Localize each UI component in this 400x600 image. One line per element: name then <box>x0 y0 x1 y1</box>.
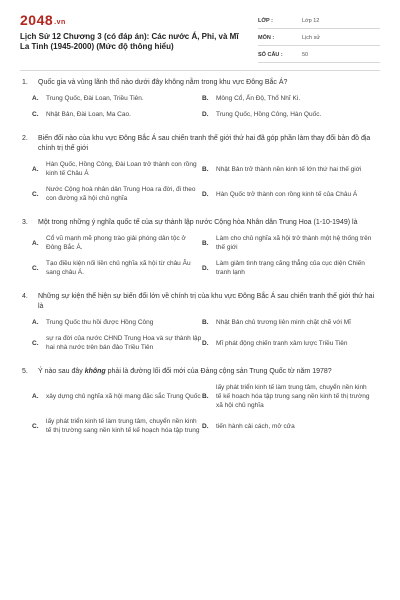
question-1 <box>20 78 380 126</box>
option-text: Trung Quốc, Đài Loan, Triều Tiên. <box>46 95 144 102</box>
question-number: 1. <box>22 79 28 86</box>
option-letter: C. <box>32 422 39 430</box>
option-letter: A. <box>32 239 39 247</box>
option-text: Làm cho chủ nghĩa xã hội trở thành một hệ thống trên thế giới <box>216 235 372 251</box>
meta-value: Lịch sử <box>302 35 321 41</box>
option-text: Hàn Quốc, Hồng Công, Đài Loan trở thành con rồng kinh tế Châu Á <box>46 161 197 177</box>
option-text: Mĩ phát động chiến tranh xâm lược Triều Tiên <box>216 339 348 347</box>
meta-value: Lớp 12 <box>302 18 320 24</box>
question-body: Quốc gia và vùng lãnh thổ nào dưới đây không nằm trong khu vực Đông Bắc Á? <box>38 79 288 86</box>
meta-label: SỐ CÂU : <box>258 52 283 58</box>
option-letter: D. <box>202 111 209 118</box>
meta-row-question-count <box>258 48 380 63</box>
answer-options <box>20 160 380 210</box>
option-text: Nhật Bản, Đài Loan, Ma Cao. <box>46 111 131 118</box>
question-4 <box>20 292 380 359</box>
question-body: Một trong những ý nghĩa quốc tế của sự thành lập nước Cộng hòa Nhân dân Trung Hoa (1-10-1949) là <box>38 219 358 226</box>
option-text: xây dựng chủ nghĩa xã hội mang đặc sắc Trung Quốc <box>46 393 201 400</box>
question-5 <box>20 367 380 442</box>
option-text: Hàn Quốc trở thành con rồng kinh tế của Châu Á <box>216 190 358 198</box>
question-number: 5. <box>22 368 28 375</box>
answer-option-a[interactable] <box>32 160 202 178</box>
question-text-before: Ý nào sau đây <box>38 368 85 375</box>
question-text <box>20 367 380 377</box>
logo-suffix: .vn <box>54 19 66 26</box>
question-body: Những sự kiện thể hiện sự biến đổi lớn về chính trị của khu vực Đông Bắc Á sau chiến tranh thế giới thứ hai là <box>38 293 375 310</box>
option-letter: B. <box>202 393 209 400</box>
option-text: Nước Cộng hoà nhân dân Trung Hoa ra đời, đi theo con đường xã hội chủ nghĩa <box>46 186 196 202</box>
question-number: 2. <box>22 135 28 142</box>
question-text <box>20 218 380 228</box>
question-text <box>20 292 380 312</box>
option-text: Nhật Bản trở thành nền kinh tế lớn thứ hai thế giới <box>216 165 362 173</box>
answer-option-b[interactable] <box>202 94 372 103</box>
document-title: Lịch Sử 12 Chương 3 (có đáp án): Các nước Á, Phi, và Mĩ La Tinh (1945-2000) (Mức độ thông hiểu) <box>20 32 239 51</box>
option-text: Trung Quốc, Hồng Công, Hàn Quốc. <box>216 111 322 118</box>
option-letter: A. <box>32 319 39 326</box>
answer-option-c[interactable] <box>32 110 202 119</box>
answer-option-c[interactable] <box>32 417 202 435</box>
question-body <box>38 367 380 377</box>
option-letter: B. <box>202 95 209 102</box>
meta-value: 50 <box>302 52 309 58</box>
question-2 <box>20 134 380 210</box>
option-text: Nhật Bản chủ trương liên minh chặt chẽ với Mĩ <box>216 319 351 326</box>
option-text: lấy phát triển kinh tế làm trung tâm, chuyển nền kinh tế kế hoạch hóa tập trung sang nền kinh tế thị trường xã hội chủ nghĩa <box>216 384 370 409</box>
question-text <box>20 134 380 154</box>
answer-option-a[interactable] <box>32 234 202 252</box>
option-text: Mông Cổ, Ấn Độ, Thổ Nhĩ Kì. <box>216 95 301 102</box>
question-emphasis: không <box>84 368 106 375</box>
document-header <box>20 12 380 66</box>
option-text: sự ra đời của nước CHND Trung Hoa và sự thành lập hai nhà nước trên bán đảo Triều Tiên <box>46 335 202 351</box>
answer-option-a[interactable] <box>32 318 202 327</box>
answer-option-a[interactable] <box>32 94 202 103</box>
meta-row-subject <box>258 31 380 46</box>
document-meta <box>258 14 380 65</box>
answer-option-d[interactable] <box>202 185 372 203</box>
answer-option-b[interactable] <box>202 234 372 252</box>
header-divider <box>20 70 380 71</box>
option-letter: C. <box>32 264 39 272</box>
option-letter: D. <box>202 264 209 272</box>
option-letter: B. <box>202 165 209 173</box>
answer-option-b[interactable] <box>202 383 372 410</box>
answer-option-a[interactable] <box>32 383 202 410</box>
question-body: Biến đổi nào của khu vực Đông Bắc Á sau chiến tranh thế giới thứ hai đã góp phần làm thay đổi bản đồ địa chính trị thế giới <box>38 135 371 152</box>
answer-option-d[interactable] <box>202 110 372 119</box>
option-text: tiến hành cải cách, mở cửa <box>216 422 295 430</box>
question-text <box>20 78 380 88</box>
meta-label: MÔN : <box>258 35 275 41</box>
option-text: Làm giảm tình trạng căng thẳng của cục diện Chiến tranh lạnh <box>216 260 365 276</box>
option-letter: B. <box>202 239 209 247</box>
option-letter: C. <box>32 111 39 118</box>
question-text-after: phải là đường lối đổi mới của Đảng cộng sản Trung Quốc từ năm 1978? <box>105 368 332 375</box>
option-letter: C. <box>32 190 39 198</box>
answer-option-d[interactable] <box>202 417 372 435</box>
logo-main: 2048 <box>20 12 54 28</box>
answer-option-c[interactable] <box>32 334 202 352</box>
option-letter: C. <box>32 339 39 347</box>
option-text: Trung Quốc thu hồi được Hồng Công <box>46 319 154 326</box>
answer-option-c[interactable] <box>32 259 202 277</box>
answer-options <box>20 234 380 284</box>
question-list <box>20 78 380 450</box>
meta-row-class <box>258 14 380 29</box>
question-number: 4. <box>22 293 28 300</box>
meta-label: LỚP : <box>258 18 273 24</box>
option-letter: D. <box>202 339 209 347</box>
answer-option-d[interactable] <box>202 259 372 277</box>
option-letter: A. <box>32 393 39 400</box>
option-text: Cổ vũ mạnh mẽ phong trào giải phóng dân tộc ở Đông Bắc Á. <box>46 235 186 251</box>
answer-option-d[interactable] <box>202 334 372 352</box>
answer-option-b[interactable] <box>202 160 372 178</box>
option-letter: A. <box>32 165 39 173</box>
answer-options <box>20 383 380 442</box>
question-number: 3. <box>22 219 28 226</box>
answer-options <box>20 94 380 126</box>
option-text: Tạo điều kiện nối liền chủ nghĩa xã hội từ châu Âu sang châu Á. <box>46 260 191 276</box>
option-letter: B. <box>202 319 209 326</box>
option-letter: A. <box>32 95 39 102</box>
site-logo[interactable] <box>20 12 66 28</box>
answer-option-c[interactable] <box>32 185 202 203</box>
option-text: lấy phát triển kinh tế làm trung tâm, chuyển nền kinh tế thị trường sang nền kinh tế kế hoạch hóa tập trung <box>46 418 200 434</box>
option-letter: D. <box>202 422 209 430</box>
answer-option-b[interactable] <box>202 318 372 327</box>
option-letter: D. <box>202 190 209 198</box>
answer-options <box>20 318 380 359</box>
question-3 <box>20 218 380 284</box>
